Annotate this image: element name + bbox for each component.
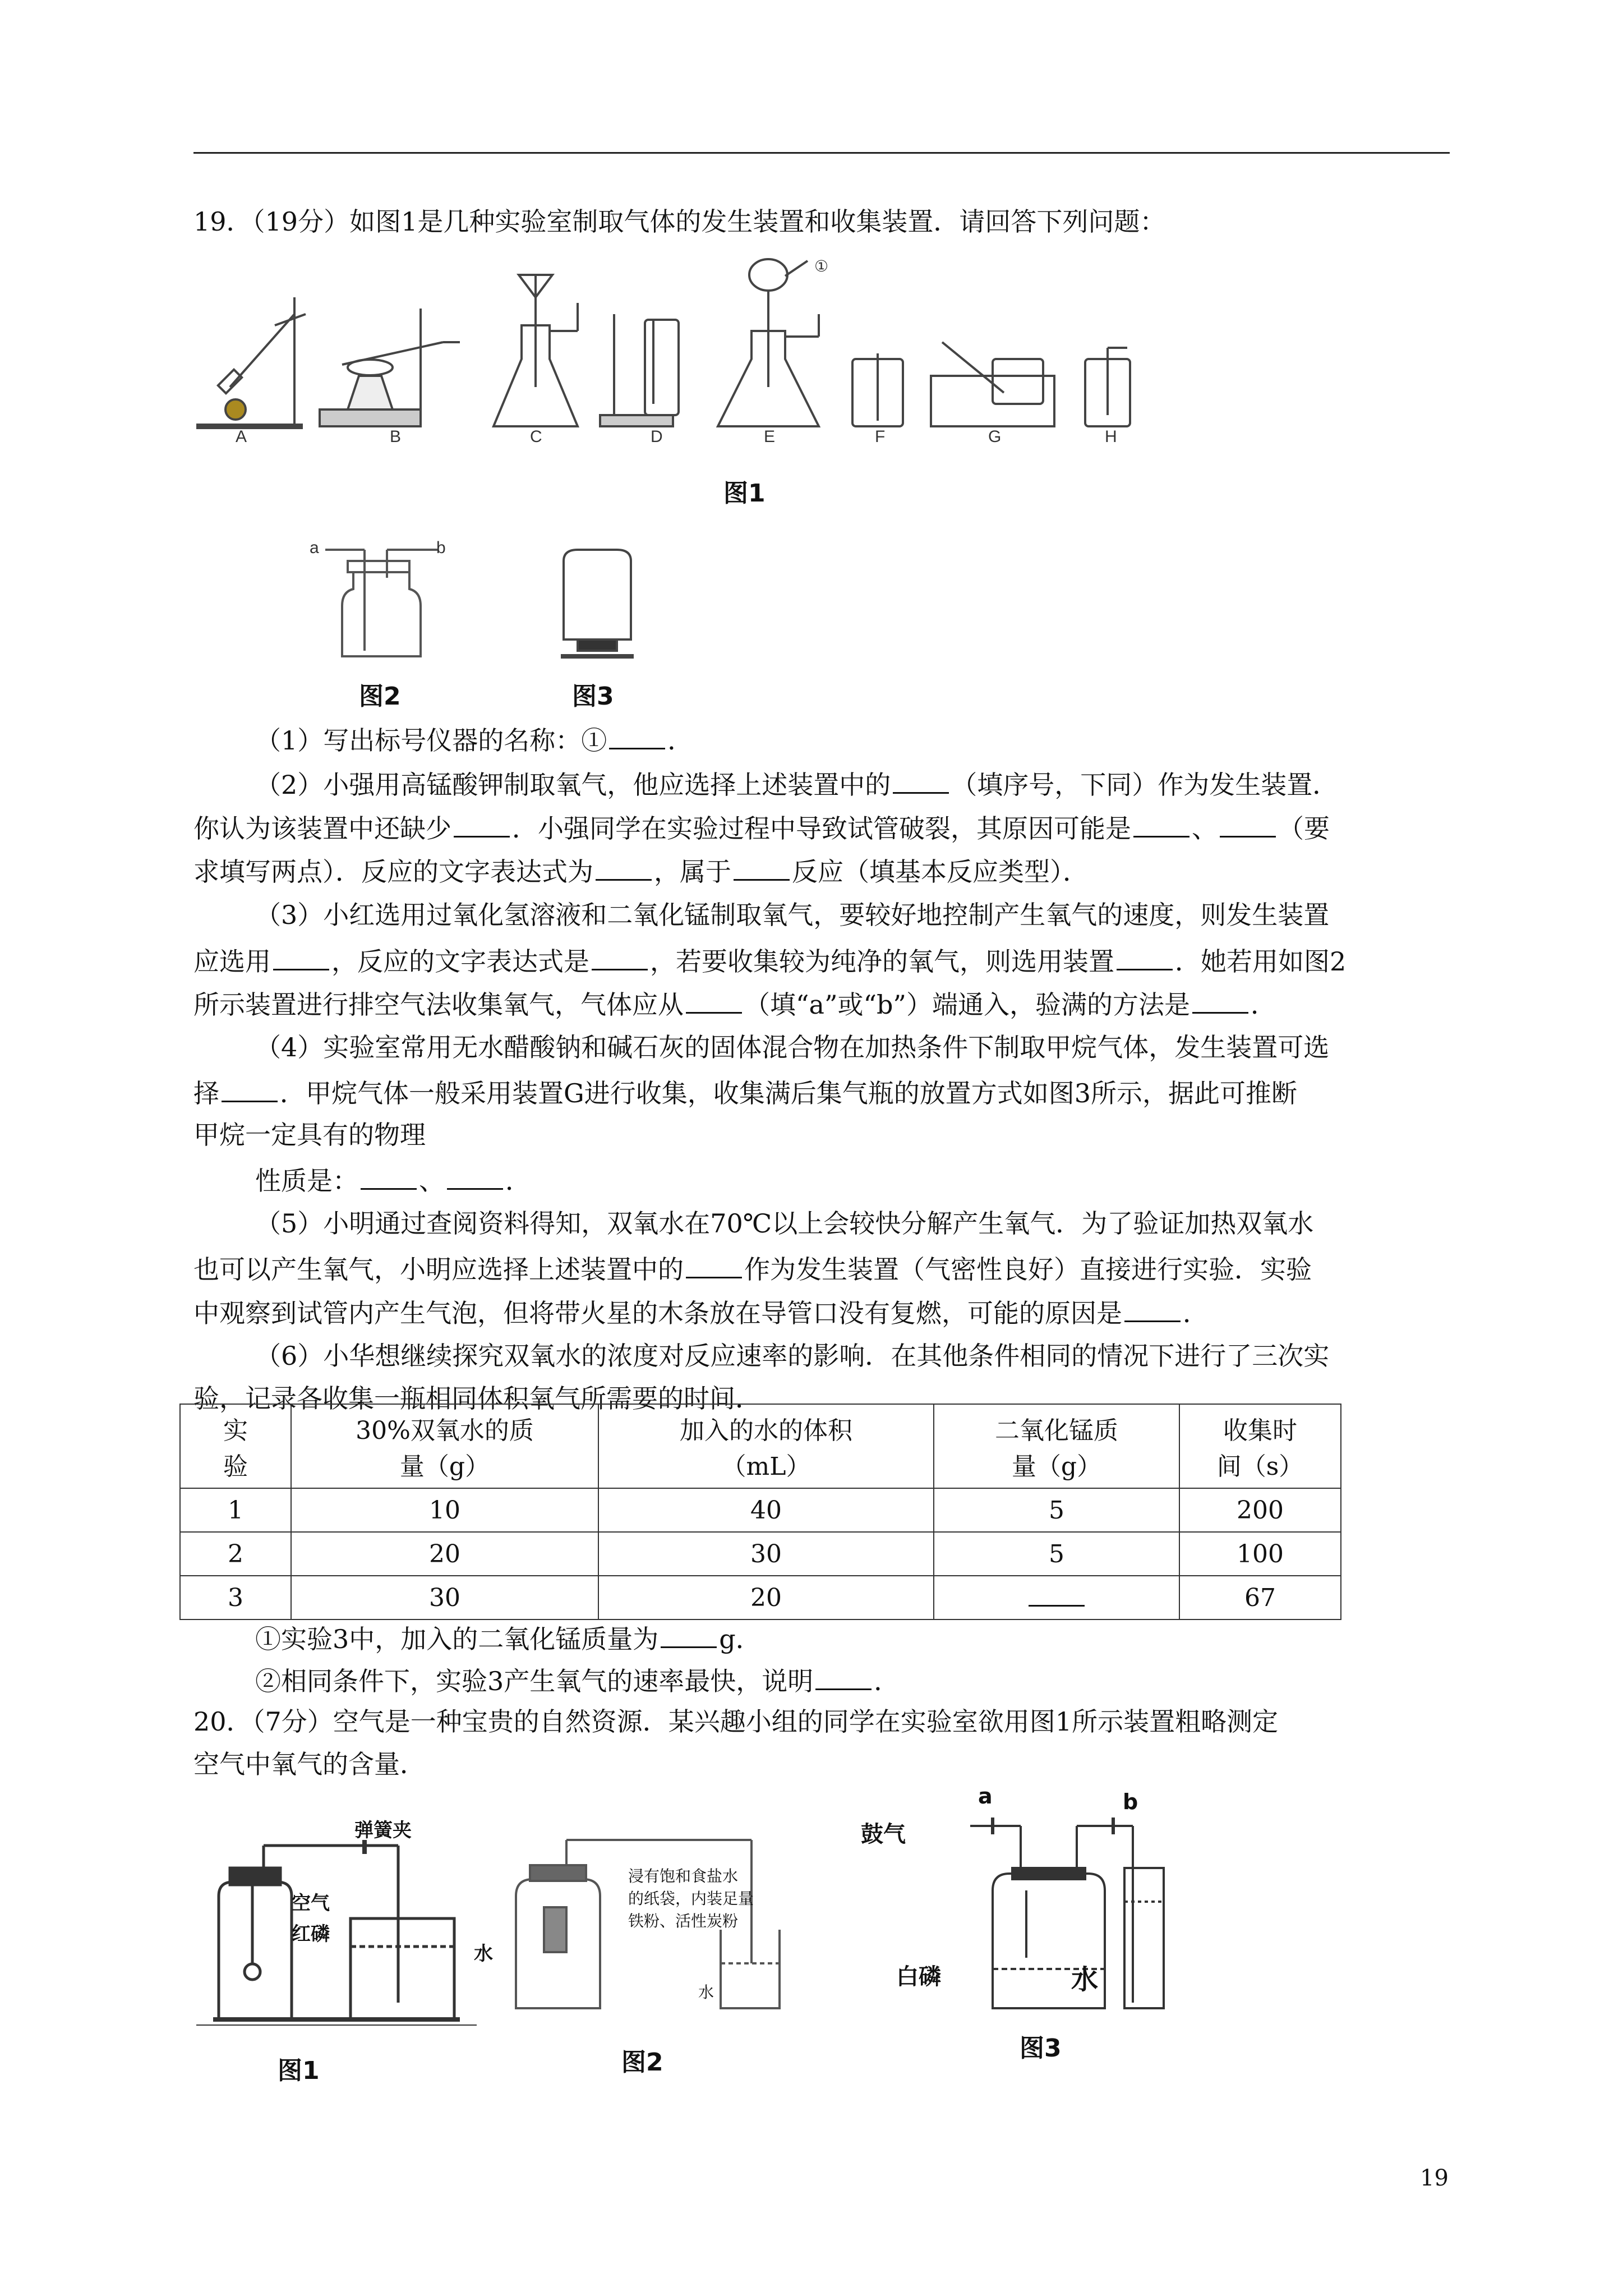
answer-blank[interactable] bbox=[596, 857, 652, 881]
fig1-letter-g: G bbox=[988, 427, 1002, 446]
q20-fig3-caption: 图3 bbox=[1020, 2034, 1062, 2063]
q20-fig3-label-white-phosphorus: 白磷 bbox=[896, 1964, 941, 1990]
fig1-letter-d: D bbox=[651, 427, 663, 446]
q19-part6-line1: （6）小华想继续探究双氧水的浓度对反应速率的影响．在其他条件相同的情况下进行了三次实 bbox=[255, 1341, 1330, 1371]
fig3-caption: 图3 bbox=[572, 682, 614, 711]
fig1-letter-c: C bbox=[530, 427, 542, 446]
q19-sub1: ①实验3中，加入的二氧化锰质量为 g． bbox=[255, 1624, 762, 1654]
answer-blank[interactable] bbox=[815, 1666, 872, 1690]
experiment-table bbox=[179, 1404, 1341, 1620]
q20-fig2-label: 浸有饱和食盐水 的纸袋，内装足量 铁粉、活性炭粉 bbox=[628, 1867, 754, 1930]
q20-fig1-label-phosphorus: 红磷 bbox=[292, 1923, 330, 1945]
answer-blank[interactable] bbox=[661, 1624, 717, 1648]
fig1-caption: 图1 bbox=[723, 479, 766, 508]
answer-blank[interactable] bbox=[592, 946, 648, 970]
answer-blank[interactable] bbox=[686, 990, 742, 1014]
answer-blank[interactable] bbox=[273, 946, 329, 970]
fig1-letter-f: F bbox=[875, 427, 886, 446]
fig2-label-b: b bbox=[436, 539, 446, 557]
answer-blank[interactable] bbox=[1117, 946, 1173, 970]
q20-fig1-label-air: 空气 bbox=[292, 1892, 330, 1915]
q19-part3-line3: 所示装置进行排空气法收集氧气，气体应从 （填“a”或“b”）端通入，验满的方法是 ． bbox=[193, 990, 1276, 1020]
q19-part2-line2: 你认为该装置中还缺少 ．小强同学在实验过程中导致试管破裂，其原因可能是 、 （要 bbox=[193, 813, 1330, 844]
answer-blank[interactable] bbox=[361, 1166, 417, 1190]
answer-blank[interactable] bbox=[609, 725, 665, 749]
table-header-row bbox=[180, 1404, 1341, 1488]
answer-blank[interactable] bbox=[447, 1166, 503, 1190]
q19-part3-line1: （3）小红选用过氧化氢溶液和二氧化锰制取氧气，要较好地控制产生氧气的速度，则发生装置 bbox=[255, 900, 1330, 930]
q19-part6-line2: 验，记录各收集一瓶相同体积氧气所需要的时间． bbox=[193, 1383, 761, 1414]
q19-part3-line2: 应选用 ，反应的文字表达式是 ，若要收集较为纯净的氧气，则选用装置 ．她若用如图2 bbox=[193, 946, 1347, 977]
answer-blank[interactable] bbox=[1029, 1582, 1085, 1607]
q19-part4-line4: 性质是： 、 ． bbox=[255, 1166, 531, 1196]
answer-blank[interactable] bbox=[454, 813, 510, 838]
table-header-cell: 收集时 间（s） bbox=[1179, 1404, 1341, 1488]
q20-fig3-label-water: 水 bbox=[1071, 1964, 1099, 1995]
q19-part5-line1: （5）小明通过查阅资料得知，双氧水在70℃以上会较快分解产生氧气．为了验证加热双氧水 bbox=[255, 1208, 1314, 1239]
table-header-cell: 30%双氧水的质 量（g） bbox=[291, 1404, 598, 1488]
fig1-letter-e: E bbox=[764, 427, 776, 446]
answer-blank[interactable] bbox=[1192, 990, 1248, 1014]
q19-figure-3 bbox=[555, 544, 639, 668]
table-header-cell: 实 验 bbox=[180, 1404, 291, 1488]
fig2-caption: 图2 bbox=[359, 682, 401, 711]
q20-fig3-label-a: a bbox=[978, 1784, 993, 1809]
table-header-cell: 加入的水的体积 （mL） bbox=[598, 1404, 934, 1488]
q19-part5-line3: 中观察到试管内产生气泡，但将带火星的木条放在导管口没有复燃，可能的原因是 ． bbox=[193, 1298, 1209, 1328]
q20-line1: 20．（7分）空气是一种宝贵的自然资源．某兴趣小组的同学在实验室欲用图1所示装置粗略测定 bbox=[193, 1706, 1279, 1737]
q20-fig1-label-clip: 弹簧夹 bbox=[354, 1819, 412, 1842]
answer-blank[interactable] bbox=[1220, 813, 1276, 838]
q19-figure-1 bbox=[196, 247, 1150, 460]
answer-blank[interactable] bbox=[734, 857, 790, 881]
q20-figure-1 bbox=[196, 1823, 482, 2036]
q20-fig2-water: 水 bbox=[698, 1983, 714, 2001]
fig1-marker: ① bbox=[814, 257, 829, 275]
answer-blank[interactable] bbox=[686, 1254, 742, 1278]
q19-header: 19．（19分）如图1是几种实验室制取气体的发生装置和收集装置．请回答下列问题： bbox=[193, 206, 1166, 237]
page-number: 19 bbox=[1420, 2165, 1449, 2191]
top-rule bbox=[193, 152, 1450, 154]
q19-part4-line2: 择 ．甲烷气体一般采用装置G进行收集，收集满后集气瓶的放置方式如图3所示，据此可推断 bbox=[193, 1078, 1298, 1108]
q19-sub2: ②相同条件下，实验3产生氧气的速率最快，说明 ． bbox=[255, 1666, 900, 1696]
fig1-letter-b: B bbox=[390, 427, 402, 446]
q20-fig1-caption: 图1 bbox=[278, 2056, 320, 2085]
q20-fig3-label-blow: 鼓气 bbox=[861, 1821, 906, 1847]
q20-fig2-caption: 图2 bbox=[621, 2048, 663, 2077]
q19-part1: （1）写出标号仪器的名称：① ． bbox=[255, 725, 694, 756]
q19-part2-line3: 求填写两点）．反应的文字表达式为 ，属于 反应（填基本反应类型）． bbox=[193, 857, 1089, 887]
table-row: 3 30 20 67 bbox=[180, 1576, 1341, 1619]
q19-part5-line2: 也可以产生氧气，小明应选择上述装置中的 作为发生装置（气密性良好）直接进行实验．实验 bbox=[193, 1254, 1312, 1285]
q19-part4-line1: （4）实验室常用无水醋酸钠和碱石灰的固体混合物在加热条件下制取甲烷气体，发生装置可选 bbox=[255, 1032, 1330, 1062]
answer-blank[interactable] bbox=[1133, 813, 1189, 838]
q19-part4-line3: 甲烷一定具有的物理 bbox=[193, 1120, 426, 1150]
q19-part2-line1: （2）小强用高锰酸钾制取氧气，他应选择上述装置中的 （填序号，下同）作为发生装置． bbox=[255, 770, 1339, 800]
answer-blank[interactable] bbox=[893, 770, 949, 794]
fig1-letter-h: H bbox=[1105, 427, 1117, 446]
q19-figure-2 bbox=[314, 539, 454, 668]
table-row: 2 20 30 5 100 bbox=[180, 1532, 1341, 1576]
answer-blank[interactable] bbox=[222, 1078, 278, 1102]
fig2-label-a: a bbox=[310, 539, 319, 557]
answer-blank-cell[interactable] bbox=[934, 1576, 1179, 1619]
answer-blank[interactable] bbox=[1124, 1298, 1181, 1322]
q20-line2: 空气中氧气的含量． bbox=[193, 1749, 426, 1779]
fig1-letter-a: A bbox=[236, 427, 247, 446]
table-row: 1 10 40 5 200 bbox=[180, 1488, 1341, 1532]
table-header-cell: 二氧化锰质 量（g） bbox=[934, 1404, 1179, 1488]
q20-fig1-label-water: 水 bbox=[474, 1943, 493, 1965]
q20-fig3-label-b: b bbox=[1123, 1789, 1138, 1814]
